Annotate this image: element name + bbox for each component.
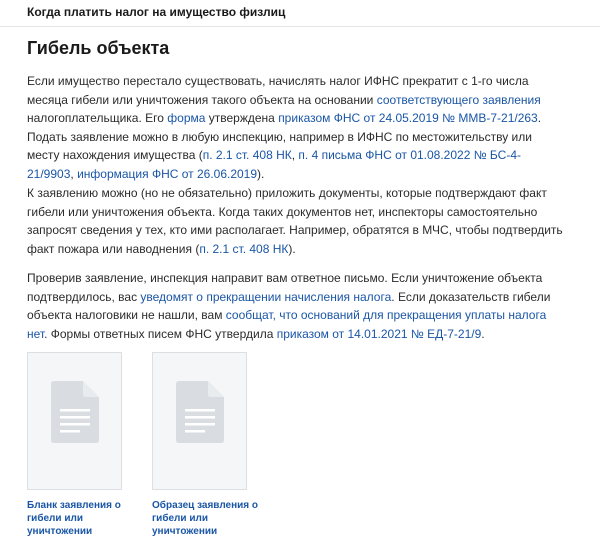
document-card-blank[interactable]	[27, 352, 122, 490]
document-link-blank[interactable]: Бланк заявления о гибели или уничтожении	[27, 500, 121, 537]
paragraph-text: утверждена	[205, 111, 279, 125]
link-order-fns[interactable]: приказом ФНС от 24.05.2019 № ММВ-7-21/263	[278, 111, 538, 125]
link-info-fns[interactable]: информация ФНС от 26.06.2019	[77, 166, 258, 181]
paragraph-text: налогоплательщика. Его	[27, 111, 168, 125]
document-icon	[51, 381, 99, 443]
paragraph-text: . Если доказательств гибели объекта налоговики не нашли, вам	[27, 289, 551, 322]
paragraph-text: ,	[70, 166, 78, 181]
link-notification-stop[interactable]: уведомят о прекращении начисления налога	[140, 289, 392, 304]
paragraph-3	[27, 269, 567, 343]
paragraph-text: ).	[257, 166, 265, 181]
paragraph-text: К заявлению можно (но не обязательно) приложить документы, которые подтверждают факт гибели или уничтожения объекта. Когда таких документов нет, инспекторы самостоятельно запросят сведения у тех, кто ими располагает. Например, обратятся в МЧС, чтобы подтвердить факт пожара или наводнения (	[27, 186, 563, 256]
section-heading: Гибель объекта	[27, 38, 170, 58]
document-card-sample[interactable]	[152, 352, 247, 490]
link-form[interactable]: форма	[167, 111, 206, 125]
paragraph-text: Если имущество перестало существовать, начислять налог ИФНС прекратит с 1-го числа месяца гибели или уничтожения такого объекта на основании	[27, 74, 529, 107]
document-link-sample[interactable]: Образец заявления о гибели или уничтожении	[152, 500, 259, 537]
paragraph-1	[27, 72, 567, 183]
article-title: Когда платить налог на имущество физлиц	[27, 5, 286, 19]
paragraph-text: ,	[291, 148, 299, 162]
top-bar	[0, 0, 600, 27]
paragraph-text: ).	[288, 241, 296, 256]
link-letter-fns[interactable]: п. 4 письма ФНС от 01.08.2022 № БС-4-21/9903	[27, 148, 521, 181]
link-nk-408-second[interactable]: п. 2.1 ст. 408 НК	[199, 241, 289, 256]
link-nk-408[interactable]: п. 2.1 ст. 408 НК	[202, 148, 292, 162]
paragraph-text: .	[481, 326, 485, 341]
link-order-2021[interactable]: приказом от 14.01.2021 № ЕД-7-21/9	[276, 326, 482, 341]
link-no-grounds[interactable]: сообщат, что оснований для прекращения уплаты налога нет	[27, 308, 547, 341]
paragraph-2	[27, 184, 567, 258]
link-application[interactable]: соответствующего заявления	[376, 92, 541, 107]
paragraph-text: . Формы ответных писем ФНС утвердила	[44, 326, 277, 341]
document-icon	[176, 381, 224, 443]
paragraph-text: . Подать заявление можно в любую инспекцию, например в ИФНС по местожительству или месту нахождения имущества (	[27, 111, 542, 162]
paragraph-text: Проверив заявление, инспекция направит вам ответное письмо. Если уничтожение объекта подтвердилось, вас	[27, 271, 543, 304]
